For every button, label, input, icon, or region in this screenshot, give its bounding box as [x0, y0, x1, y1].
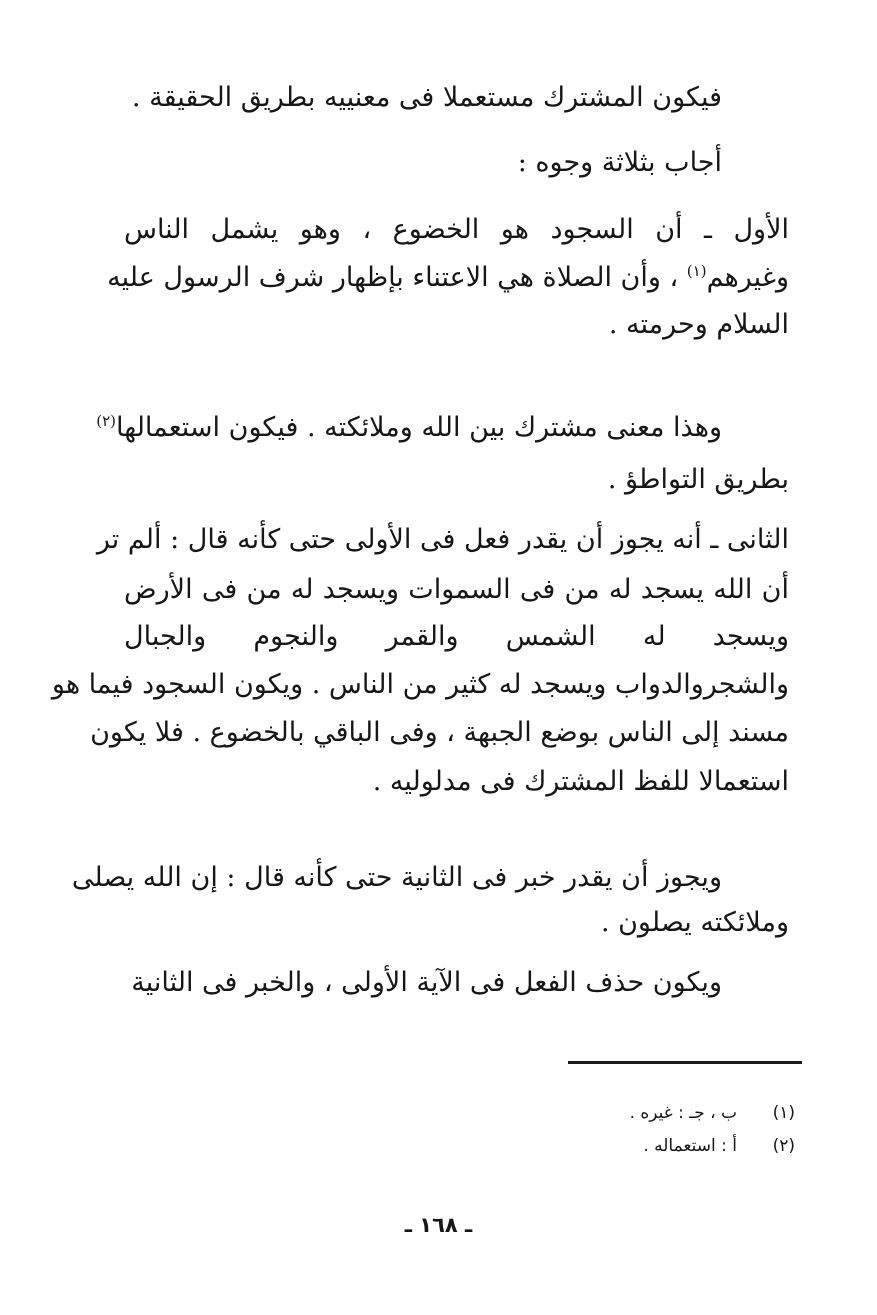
- text-line-6a: وهذا معنى مشترك بين الله وملائكته . فيكون استعمالها: [116, 412, 722, 443]
- text-line-2: أجاب بثلاثة وجوه :: [517, 147, 722, 178]
- text-line-4b: ، وأن الصلاة هي الاعتناء بإظهار شرف الرسول عليه: [107, 262, 679, 293]
- text-line-8: الثانى ـ أنه يجوز أن يقدر فعل فى الأولى حتى كأنه قال : ألم تر: [96, 524, 789, 555]
- text-line-11: والشجروالدواب ويسجد له كثير من الناس . ويكون السجود فيما هو: [51, 669, 789, 700]
- text-line-3: الأول ـ أن السجود هو الخضوع ، وهو يشمل الناس: [124, 214, 789, 245]
- text-line-5: السلام وحرمته .: [608, 309, 789, 340]
- footnote-ref-1: (١): [686, 262, 707, 280]
- text-line-13: استعمالا للفظ المشترك فى مدلوليه .: [372, 766, 789, 797]
- text-line-9: أن الله يسجد له من فى السموات ويسجد له من فى الأرض: [124, 574, 789, 605]
- footnote-divider: [568, 1061, 802, 1064]
- text-line-10: ويسجد له الشمس والقمر والنجوم والجبال: [124, 621, 789, 652]
- footnote-2-number: (٢): [772, 1136, 795, 1156]
- text-line-7: بطريق التواطؤ .: [607, 464, 789, 495]
- text-line-1: فيكون المشترك مستعملا فى معنييه بطريق الحقيقة .: [131, 82, 722, 113]
- footnote-2-text: أ : استعماله .: [643, 1136, 737, 1156]
- page-number: ـ ١٦٨ ـ: [404, 1213, 473, 1237]
- text-line-14: ويجوز أن يقدر خبر فى الثانية حتى كأنه قال : إن الله يصلى: [71, 862, 722, 893]
- text-line-4: [107, 258, 789, 298]
- footnote-2: [643, 1133, 795, 1159]
- footnote-1: [630, 1100, 795, 1126]
- text-line-12: مسند إلى الناس بوضع الجبهة ، وفى الباقي بالخضوع . فلا يكون: [90, 717, 789, 748]
- text-line-6: [96, 408, 722, 448]
- text-line-15: وملائكته يصلون .: [600, 907, 789, 938]
- text-line-4a: وغيرهم: [706, 262, 789, 293]
- footnote-1-number: (١): [772, 1103, 795, 1123]
- text-line-16: ويكون حذف الفعل فى الآية الأولى ، والخبر فى الثانية: [131, 967, 722, 998]
- footnote-ref-2: (٢): [96, 412, 117, 430]
- footnote-1-text: ب ، جـ : غيره .: [629, 1103, 737, 1123]
